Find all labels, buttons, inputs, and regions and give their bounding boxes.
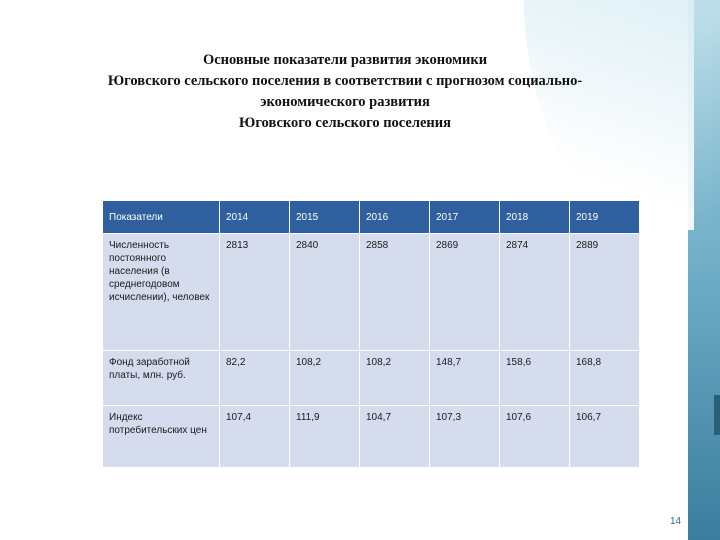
title-line: Юговского сельского поселения в соответствии с прогнозом социально-: [107, 73, 583, 89]
table-cell: 168,8: [570, 351, 640, 406]
slide-edge-decoration: [688, 230, 720, 540]
table-cell: 2874: [500, 234, 570, 351]
table-cell: 107,3: [430, 406, 500, 468]
slide-edge-mark: [714, 395, 720, 435]
table-row: [103, 234, 640, 351]
header-cell-year: 2018: [500, 201, 570, 234]
table-cell: 2869: [430, 234, 500, 351]
table-cell: 2889: [570, 234, 640, 351]
page-number: 14: [670, 516, 682, 527]
header-cell-year: 2014: [220, 201, 290, 234]
table-row: [103, 351, 640, 406]
title-line: Юговского сельского поселения: [239, 115, 451, 131]
table-cell: 2813: [220, 234, 290, 351]
table-cell: 2840: [290, 234, 360, 351]
header-cell-indicators: Показатели: [103, 201, 220, 234]
table-cell: 111,9: [290, 406, 360, 468]
indicators-table: [102, 200, 640, 468]
title-line: экономического развития: [260, 94, 430, 110]
table-cell: 158,6: [500, 351, 570, 406]
table-cell: 107,4: [220, 406, 290, 468]
table-cell: 108,2: [290, 351, 360, 406]
table-row: [103, 406, 640, 468]
header-cell-year: 2015: [290, 201, 360, 234]
table-cell: 82,2: [220, 351, 290, 406]
row-label-payroll: Фонд заработной платы, млн. руб.: [103, 351, 220, 406]
slide-title: [20, 50, 670, 134]
table-header-row: [103, 201, 640, 234]
table-cell: 104,7: [360, 406, 430, 468]
header-cell-year: 2017: [430, 201, 500, 234]
table-cell: 2858: [360, 234, 430, 351]
row-label-population: Численность постоянного населения (в среднегодовом исчислении), человек: [103, 234, 220, 351]
title-line: Основные показатели развития экономики: [202, 52, 488, 68]
table-cell: 107,6: [500, 406, 570, 468]
table-cell: 108,2: [360, 351, 430, 406]
table-cell: 148,7: [430, 351, 500, 406]
header-cell-year: 2019: [570, 201, 640, 234]
header-cell-year: 2016: [360, 201, 430, 234]
table-cell: 106,7: [570, 406, 640, 468]
row-label-cpi: Индекс потребительских цен: [103, 406, 220, 468]
